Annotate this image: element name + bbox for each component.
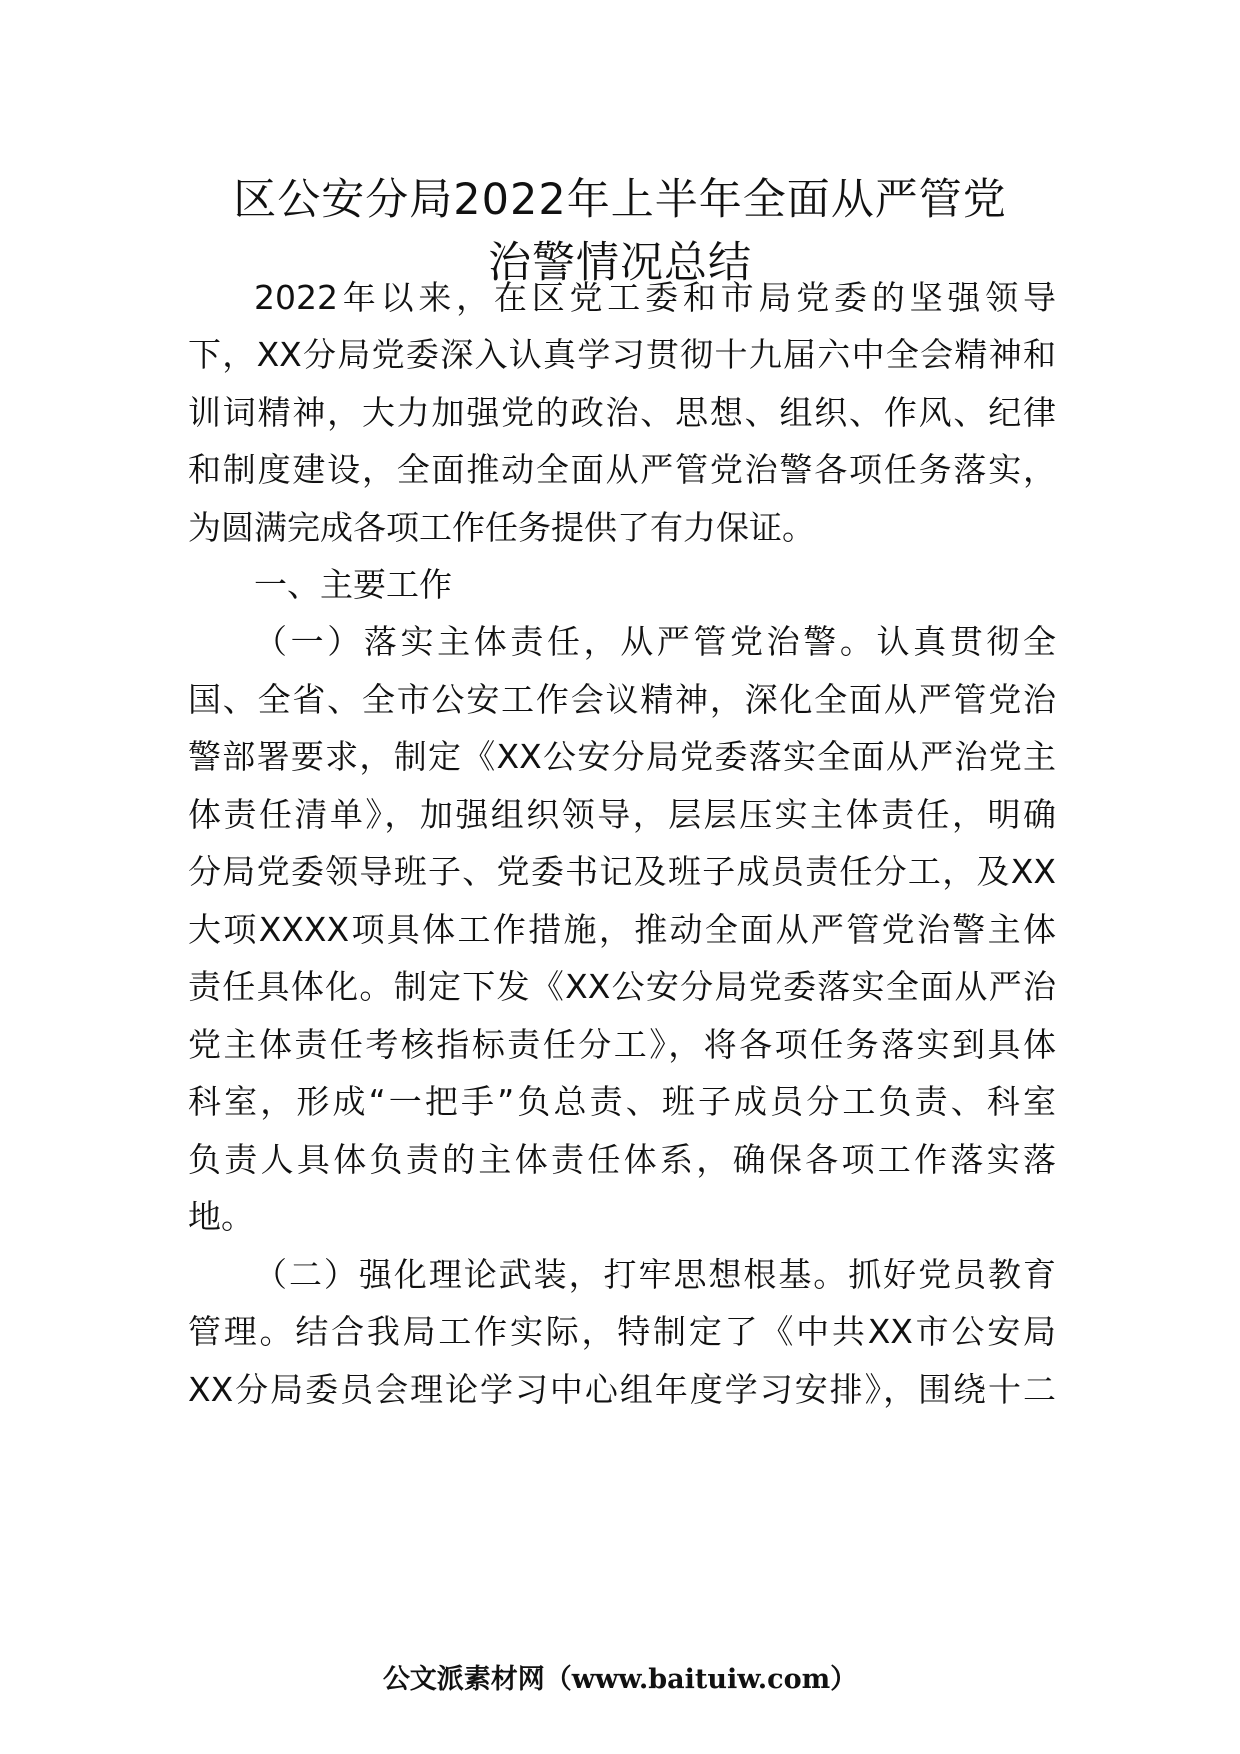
body-line: 下，XX分局党委深入认真学习贯彻十九届六中全会精神和 — [188, 335, 1056, 374]
body-line: XX分局委员会理论学习中心组年度学习安排》，围绕十二 — [188, 1370, 1056, 1409]
body-line: 国、全省、全市公安工作会议精神，深化全面从严管党治 — [188, 680, 1056, 719]
body-line: （二）强化理论武装，打牢思想根基。抓好党员教育 — [254, 1255, 1056, 1294]
section-heading: 一、主要工作 — [254, 565, 452, 604]
watermark-footer: 公文派素材网（www.baituiw.com） — [382, 1664, 858, 1695]
body-line: 体责任清单》，加强组织领导，层层压实主体责任，明确 — [188, 795, 1056, 834]
body-line: 科室，形成“一把手”负总责、班子成员分工负责、科室 — [188, 1082, 1056, 1121]
body-line: 为圆满完成各项工作任务提供了有力保证。 — [188, 508, 815, 547]
body-line: 分局党委领导班子、党委书记及班子成员责任分工，及XX — [188, 852, 1056, 891]
body-line: 负责人具体负责的主体责任体系，确保各项工作落实落 — [188, 1140, 1056, 1179]
body-line: 大项XXXX项具体工作措施，推动全面从严管党治警主体 — [188, 910, 1056, 949]
body-line: 训词精神，大力加强党的政治、思想、组织、作风、纪律 — [188, 393, 1056, 432]
body-line: 责任具体化。制定下发《XX公安分局党委落实全面从严治 — [188, 967, 1056, 1006]
body-line: 2022年以来，在区党工委和市局党委的坚强领导 — [254, 278, 1056, 317]
body-line: 党主体责任考核指标责任分工》，将各项任务落实到具体 — [188, 1025, 1056, 1064]
body-line: （一）落实主体责任，从严管党治警。认真贯彻全 — [254, 622, 1056, 661]
document-title-line-2: 治警情况总结 — [488, 238, 752, 288]
body-line: 和制度建设，全面推动全面从严管党治警各项任务落实， — [188, 450, 1056, 489]
document-title-line-1: 区公安分局2022年上半年全面从严管党 — [233, 175, 1007, 225]
body-line: 警部署要求，制定《XX公安分局党委落实全面从严治党主 — [188, 737, 1056, 776]
body-line: 管理。结合我局工作实际，特制定了《中共XX市公安局 — [188, 1312, 1056, 1351]
body-line: 地。 — [188, 1197, 254, 1236]
